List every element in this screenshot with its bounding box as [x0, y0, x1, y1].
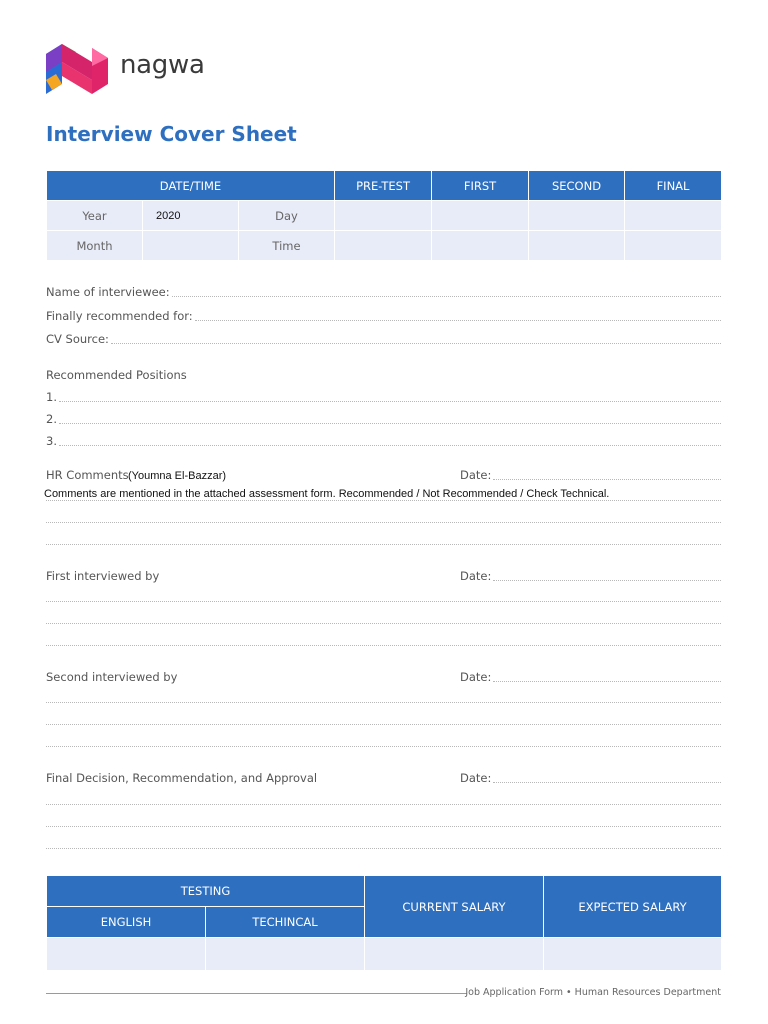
hr-comment-text[interactable]: Comments are mentioned in the attached assessment form. Recommended / Not Recommended / Check Technical. — [44, 488, 610, 500]
second-cell-1[interactable] — [529, 201, 625, 231]
recommended-for-label: Finally recommended for: — [46, 309, 193, 323]
header-date-time: DATE/TIME — [47, 171, 335, 201]
first-cell-1[interactable] — [432, 201, 529, 231]
dotted-line — [111, 343, 721, 344]
dotted-line — [46, 645, 721, 646]
header-pre-test: PRE-TEST — [335, 171, 432, 201]
final-cell-1[interactable] — [625, 201, 722, 231]
footer-text: Job Application Form • Human Resources Department — [465, 987, 721, 998]
second-cell-2[interactable] — [529, 231, 625, 261]
dotted-line — [46, 848, 721, 849]
year-value[interactable]: 2020 — [143, 201, 239, 231]
time-label: Time — [239, 231, 335, 261]
first-interviewed-label: First interviewed by — [46, 569, 160, 583]
final-decision-date-field[interactable]: Date: — [460, 771, 721, 785]
final-decision-label: Final Decision, Recommendation, and Approval — [46, 771, 318, 785]
header-first: FIRST — [432, 171, 529, 201]
expected-salary-cell[interactable] — [544, 938, 722, 971]
dotted-line — [46, 623, 721, 624]
dotted-line — [493, 782, 721, 783]
dotted-line — [46, 544, 721, 545]
header-second: SECOND — [529, 171, 625, 201]
interviewee-name-label: Name of interviewee: — [46, 285, 170, 299]
dotted-line — [46, 601, 721, 602]
page-title: Interview Cover Sheet — [46, 122, 297, 146]
dotted-line — [46, 702, 721, 703]
interviewee-name-field[interactable] — [46, 285, 721, 299]
cv-source-field[interactable] — [46, 332, 721, 346]
year-label: Year — [47, 201, 143, 231]
dotted-line — [46, 746, 721, 747]
position-2-field[interactable]: 2. — [46, 412, 721, 426]
month-label: Month — [47, 231, 143, 261]
brand-name: nagwa — [120, 50, 205, 80]
dotted-line — [46, 522, 721, 523]
dotted-line — [493, 681, 721, 682]
pre-test-cell-2[interactable] — [335, 231, 432, 261]
dotted-line — [46, 724, 721, 725]
month-value[interactable] — [143, 231, 239, 261]
technical-score-cell[interactable] — [206, 938, 365, 971]
header-final: FINAL — [625, 171, 722, 201]
header-english: ENGLISH — [47, 907, 206, 938]
english-score-cell[interactable] — [47, 938, 206, 971]
dotted-line — [59, 401, 721, 402]
position-3-field[interactable]: 3. — [46, 434, 721, 448]
dotted-line — [493, 580, 721, 581]
date-stage-table — [46, 170, 722, 261]
hr-date-field[interactable]: Date: — [460, 468, 721, 482]
dotted-line — [46, 500, 721, 501]
dotted-line — [172, 296, 721, 297]
footer-rule — [46, 993, 467, 994]
header-current-salary: CURRENT SALARY — [365, 876, 544, 938]
dotted-line — [46, 804, 721, 805]
recommended-positions-heading: Recommended Positions — [46, 368, 187, 382]
dotted-line — [195, 320, 721, 321]
first-cell-2[interactable] — [432, 231, 529, 261]
header-expected-salary: EXPECTED SALARY — [544, 876, 722, 938]
dotted-line — [46, 826, 721, 827]
dotted-line — [493, 479, 721, 480]
hr-comments-label: HR Comments — [46, 468, 129, 482]
header-technical: TECHINCAL — [206, 907, 365, 938]
hr-reviewer-name: (Youmna El-Bazzar) — [128, 470, 227, 482]
dotted-line — [59, 445, 721, 446]
recommended-for-field[interactable] — [46, 309, 721, 323]
dotted-line — [59, 423, 721, 424]
day-label: Day — [239, 201, 335, 231]
header-testing: TESTING — [47, 876, 365, 907]
nagwa-logo-icon — [46, 44, 108, 94]
position-1-field[interactable]: 1. — [46, 390, 721, 404]
final-cell-2[interactable] — [625, 231, 722, 261]
current-salary-cell[interactable] — [365, 938, 544, 971]
pre-test-cell-1[interactable] — [335, 201, 432, 231]
testing-salary-table — [46, 875, 722, 971]
second-interviewed-label: Second interviewed by — [46, 670, 178, 684]
second-interview-date-field[interactable]: Date: — [460, 670, 721, 684]
cv-source-label: CV Source: — [46, 332, 109, 346]
first-interview-date-field[interactable]: Date: — [460, 569, 721, 583]
